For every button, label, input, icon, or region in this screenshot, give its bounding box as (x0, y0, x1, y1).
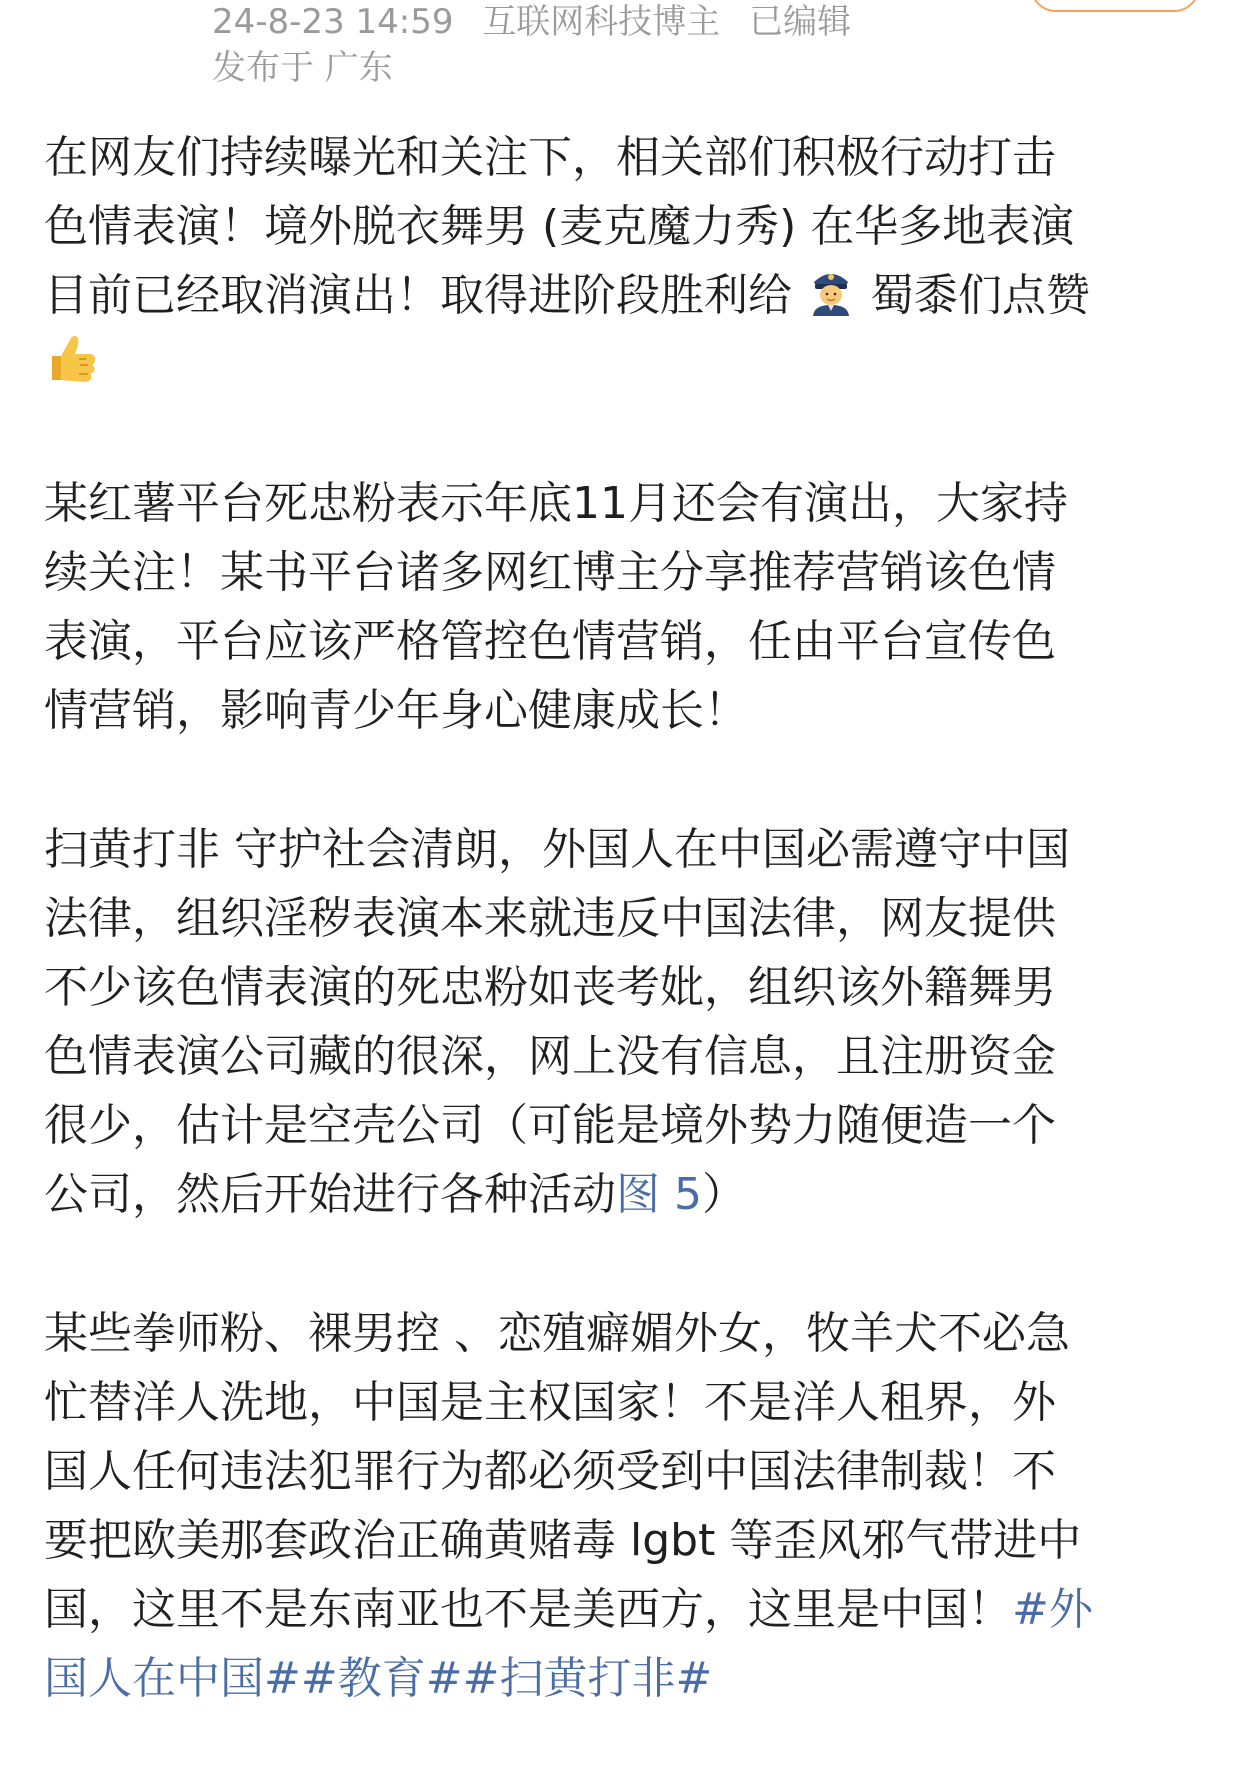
text-segment: 蜀黍们点赞 (870, 270, 1090, 321)
post-meta (212, 0, 1032, 90)
meta-row (212, 0, 1032, 46)
text-line: 不少该色情表演的死忠粉如丧考妣，组织该外籍舞男 (44, 962, 1056, 1013)
post-datetime: 24-8-23 14:59 (212, 2, 454, 42)
post-paragraph-3 (44, 815, 1204, 1229)
text-line: 某红薯平台死忠粉表示年底11月还会有演出，大家持 (44, 478, 1068, 529)
text-line: 忙替洋人洗地，中国是主权国家！不是洋人租界，外 (44, 1377, 1056, 1428)
text-line (44, 1160, 1204, 1229)
text-line: 要把欧美那套政治正确黄赌毒 lgbt 等歪风邪气带进中 (44, 1515, 1082, 1566)
text-segment: 目前已经取消演出！取得进阶段胜利给 (44, 270, 792, 321)
hashtag-anti-pornography[interactable]: #扫黄打非# (462, 1653, 713, 1704)
post-paragraph-1 (44, 123, 1204, 399)
image-5-link[interactable]: 图 5 (616, 1169, 702, 1220)
text-line (44, 1644, 1204, 1713)
text-line: 情营销，影响青少年身心健康成长！ (44, 685, 748, 736)
post-location: 发布于 广东 (212, 48, 393, 88)
text-line: 法律，组织淫秽表演本来就违反中国法律，网友提供 (44, 893, 1056, 944)
police-officer-icon (806, 264, 856, 336)
thumbs-up-icon (44, 330, 100, 406)
text-line: 扫黄打非 守护社会清朗，外国人在中国必需遵守中国 (44, 824, 1070, 875)
follow-button[interactable] (1030, 0, 1200, 12)
text-line: 在网友们持续曝光和关注下，相关部们积极行动打击 (44, 132, 1056, 183)
hashtag-foreigners-in-china[interactable]: 国人在中国# (44, 1653, 301, 1704)
edited-label[interactable]: 已编辑 (749, 2, 852, 42)
hashtag-education[interactable]: #教育# (300, 1653, 463, 1704)
text-segment: 公司，然后开始进行各种活动 (44, 1169, 616, 1220)
post-paragraph-4 (44, 1299, 1204, 1713)
post-body (44, 123, 1204, 1783)
text-line (44, 330, 1204, 399)
text-line (44, 1575, 1204, 1644)
text-line: 色情表演公司藏的很深，网上没有信息，且注册资金 (44, 1031, 1056, 1082)
text-line: 续关注！某书平台诸多网红博主分享推荐营销该色情 (44, 547, 1056, 598)
text-line: 表演，平台应该严格管控色情营销，任由平台宣传色 (44, 616, 1056, 667)
hashtag-foreigners-in-china[interactable]: #外 (1012, 1584, 1093, 1635)
text-line: 国人任何违法犯罪行为都必须受到中国法律制裁！不 (44, 1446, 1056, 1497)
post-paragraph-2 (44, 469, 1204, 745)
text-segment: ） (701, 1169, 746, 1220)
text-segment: 国，这里不是东南亚也不是美西方，这里是中国！ (44, 1584, 1012, 1635)
text-line (44, 261, 1204, 330)
text-line: 色情表演！境外脱衣舞男 (麦克魔力秀) 在华多地表演 (44, 201, 1075, 252)
text-line: 很少，估计是空壳公司（可能是境外势力随便造一个 (44, 1100, 1056, 1151)
text-line: 某些拳师粉、裸男控 、恋殖癖媚外女，牧羊犬不必急 (44, 1308, 1070, 1359)
author-tag[interactable]: 互联网科技博主 (482, 2, 721, 42)
